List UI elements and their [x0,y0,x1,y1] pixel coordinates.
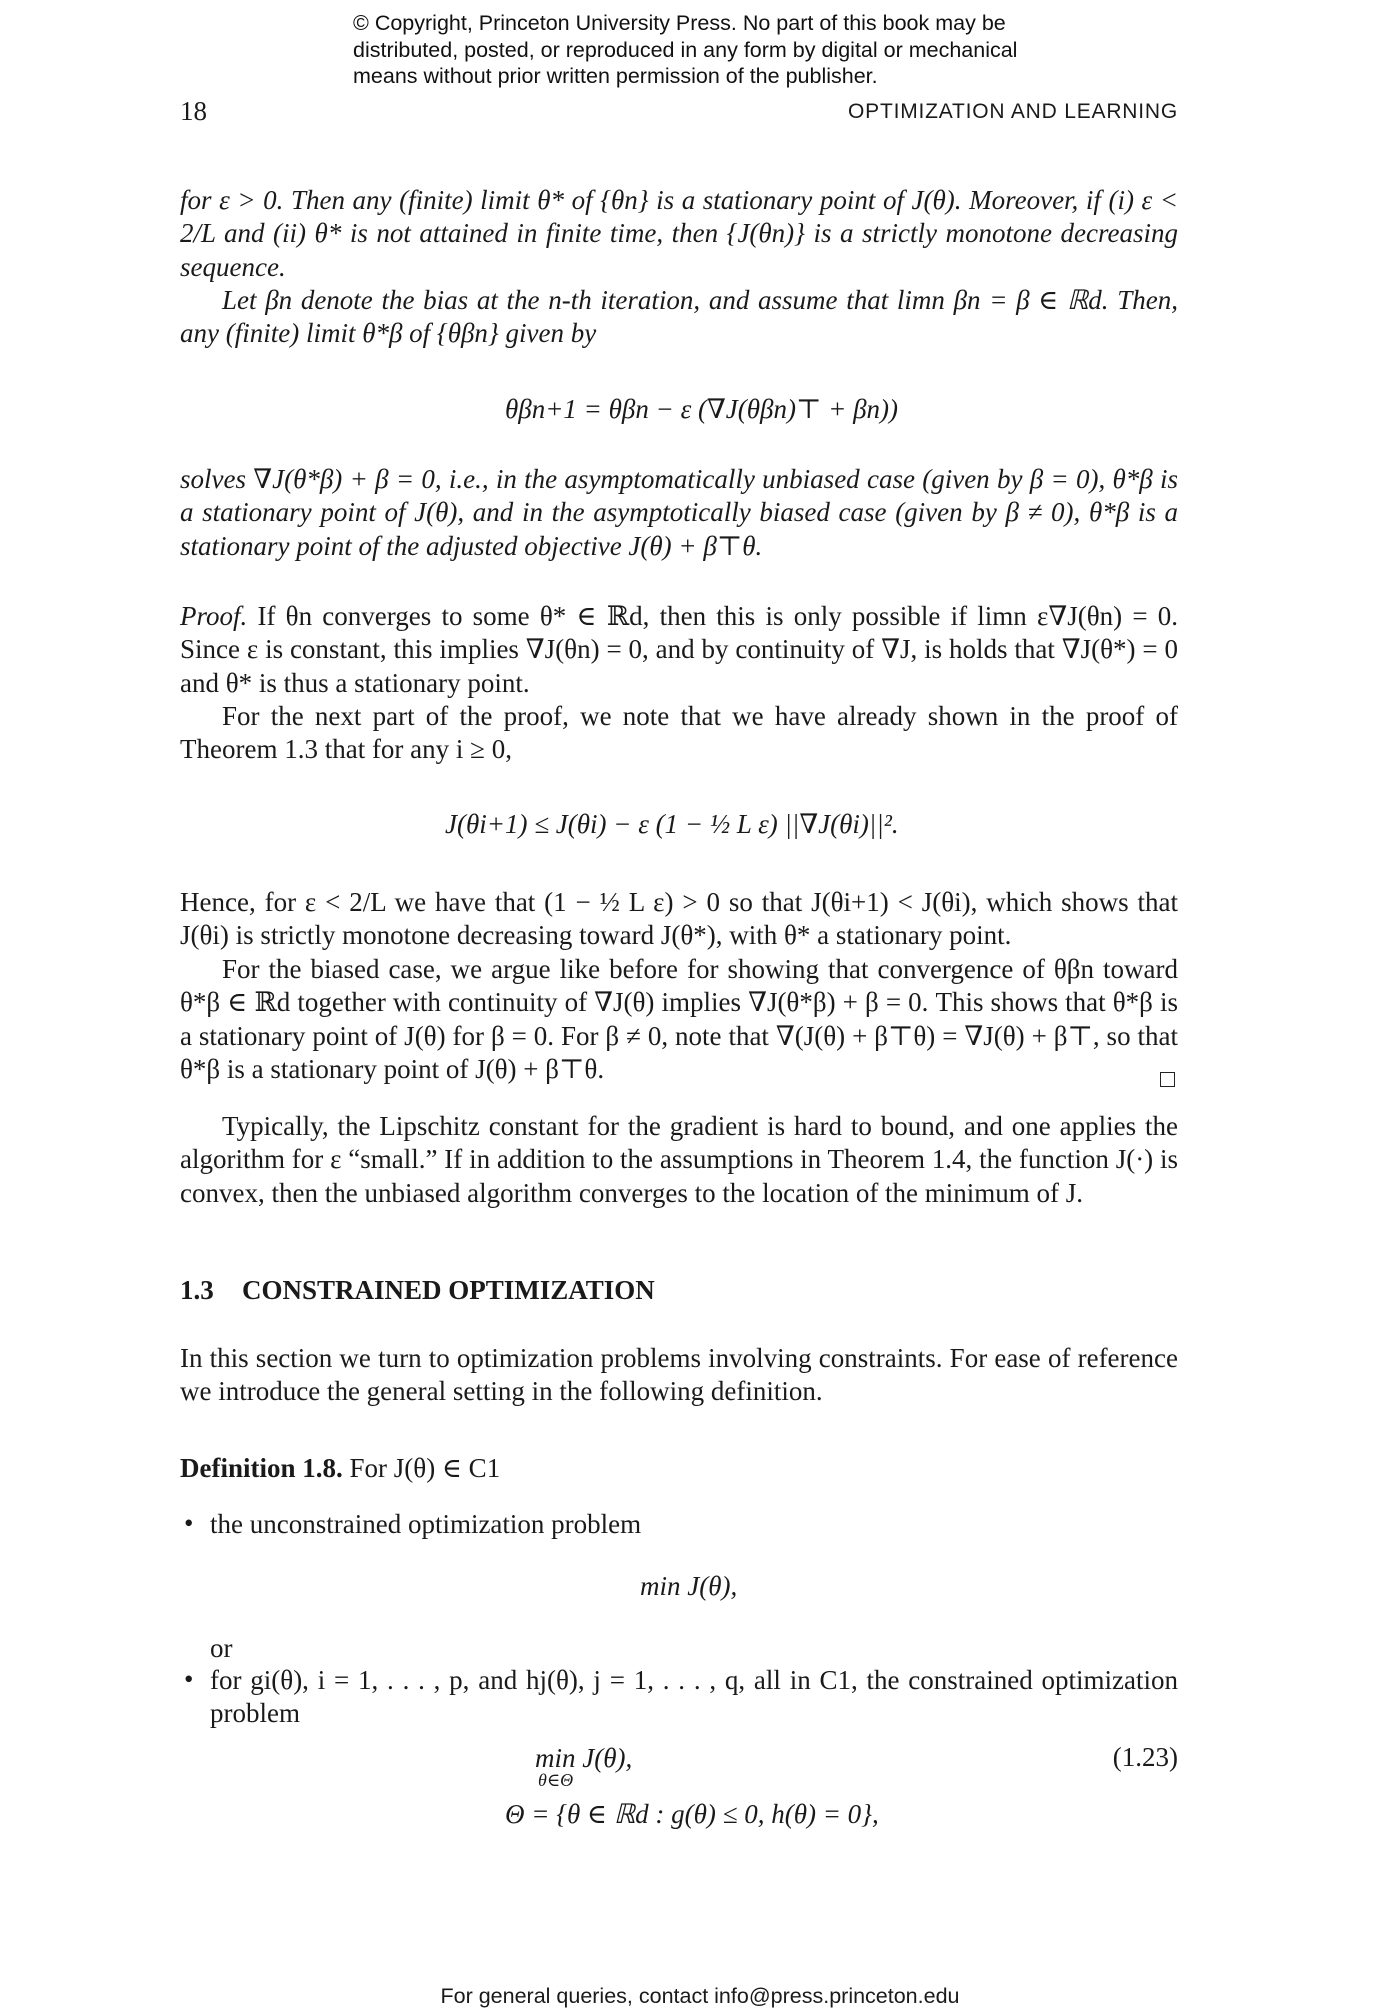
bullet-icon: • [184,1664,194,1694]
section-number: 1.3 [180,1275,214,1305]
constrained-problem-objective: min J(θ), [535,1743,633,1773]
theorem-paragraph: Let βn denote the bias at the n-th iteration, and assume that limn βn = β ∈ ℝd. Then, any (finite) limit θ*β of {θβn} given by [180,285,1178,349]
footer-contact: For general queries, contact info@press.princeton.edu [440,1984,960,2008]
definition-bullet: the unconstrained optimization problem [210,1509,642,1539]
unconstrained-problem: min J(θ), [640,1571,738,1601]
proof-paragraph: For the next part of the proof, we note that we have already shown in the proof of Theorem 1.3 that for any i ≥ 0, [180,701,1178,765]
definition-label: Definition 1.8. [180,1453,343,1483]
copyright-line: distributed, posted, or reproduced in any form by digital or mechanical [353,37,1018,62]
proof-paragraph: Hence, for ε < 2/L we have that (1 − ½ L ε) > 0 so that J(θi+1) < J(θi), which shows that J(θi) is strictly monotone decreasing toward J(θ*), with θ* a stationary point. [180,887,1178,951]
copyright-notice [353,10,1113,90]
definition-or: or [210,1633,233,1663]
copyright-line: © Copyright, Princeton University Press. No part of this book may be [353,11,1006,35]
section-intro: In this section we turn to optimization problems involving constraints. For ease of reference we introduce the general setting in the following definition. [180,1343,1178,1407]
definition-lead [180,1452,1178,1485]
definition-bullet: for gi(θ), i = 1, . . . , p, and hj(θ), j = 1, . . . , q, all in C1, the constrained optimization problem [210,1665,1178,1729]
update-equation: θβn+1 = θβn − ε (∇J(θβn)⊤ + βn)) [505,394,899,424]
page-number: 18 [180,96,207,126]
constrained-problem-subscript: θ∈Θ [538,1770,574,1790]
definition-text: For J(θ) ∈ C1 [349,1453,501,1483]
copyright-line: means without prior written permission of the publisher. [353,64,878,88]
descent-inequality: J(θi+1) ≤ J(θi) − ε (1 − ½ L ε) ||∇J(θi)||². [445,809,899,839]
proof-paragraph [180,600,1178,700]
remark-paragraph: Typically, the Lipschitz constant for the gradient is hard to bound, and one applies the algorithm for ε “small.” If in addition to the assumptions in Theorem 1.4, the function J(·) is convex, then the unbiased algorithm converges to the location of the minimum of J. [180,1111,1178,1208]
constraint-set: Θ = {θ ∈ ℝd : g(θ) ≤ 0, h(θ) = 0}, [505,1799,879,1829]
qed-square-icon [1160,1072,1175,1087]
running-head: OPTIMIZATION AND LEARNING [848,100,1178,123]
proof-paragraph: For the biased case, we argue like before for showing that convergence of θβn toward θ*β ∈ ℝd together with continuity of ∇J(θ) implies ∇J(θ*β) + β = 0. This shows that θ*β is a stationary point of J(θ) for β = 0. For β ≠ 0, note that ∇(J(θ) + β⊤θ) = ∇J(θ) + β⊤, so that θ*β is a stationary point of J(θ) + β⊤θ. [180,954,1178,1084]
section-heading [180,1275,655,1306]
equation-number: (1.23) [1112,1742,1178,1772]
bullet-icon: • [184,1508,194,1538]
theorem-paragraph: for ε > 0. Then any (finite) limit θ* of {θn} is a stationary point of J(θ). Moreover, if (i) ε < 2/L and (ii) θ* is not attained in finite time, then {J(θn)} is a strictly monotone decreasing sequence. [180,185,1178,282]
proof-text: If θn converges to some θ* ∈ ℝd, then this is only possible if limn ε∇J(θn) = 0. Since ε is constant, this implies ∇J(θn) = 0, and by continuity of ∇J, is holds that ∇J(θ*) = 0 and θ* is thus a stationary point. [180,601,1179,698]
section-title: CONSTRAINED OPTIMIZATION [242,1275,655,1305]
theorem-paragraph: solves ∇J(θ*β) + β = 0, i.e., in the asymptomatically unbiased case (given by β = 0), θ*β is a stationary point of J(θ), and in the asymptotically biased case (given by β ≠ 0), θ*β is a stationary point of the adjusted objective J(θ) + β⊤θ. [180,464,1178,561]
proof-label: Proof. [180,601,248,631]
